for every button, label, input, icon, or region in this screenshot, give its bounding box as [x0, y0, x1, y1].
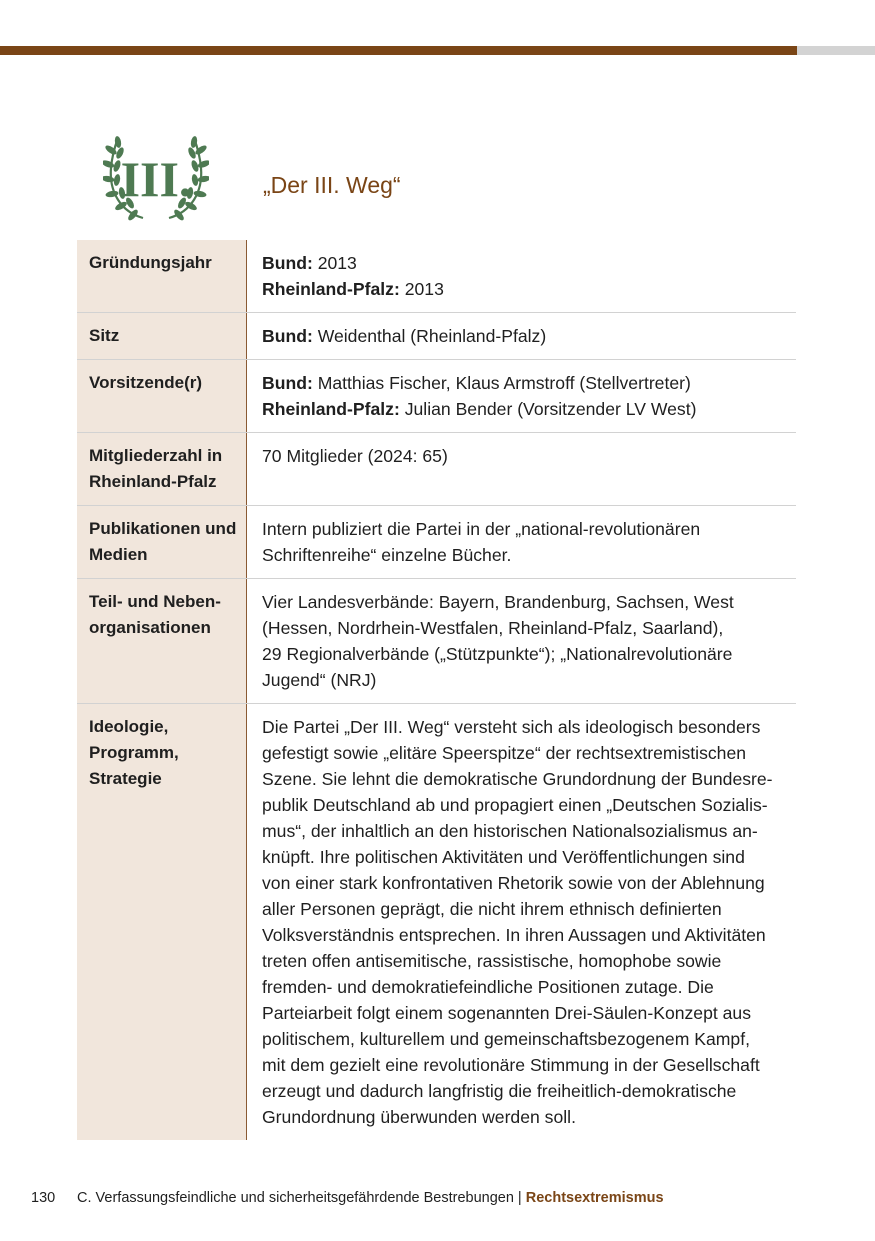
- table-row: [77, 704, 796, 1140]
- svg-text:III.: III.: [120, 151, 192, 207]
- row-value: [247, 313, 796, 359]
- page-title: „Der III. Weg“: [263, 172, 401, 198]
- value-key: Bund:: [262, 373, 313, 393]
- footer-chapter: C. Verfassungsfeindliche und sicherheitsgefährdende Bestrebungen |: [77, 1190, 526, 1206]
- value-text: 70 Mitglieder (2024: 65): [262, 446, 448, 466]
- value-line: [262, 396, 786, 422]
- row-value: [247, 506, 796, 578]
- row-label: Mitgliederzahl in Rheinland-Pfalz: [77, 433, 247, 505]
- table-row: [77, 579, 796, 704]
- value-line: [262, 323, 786, 349]
- value-key: Rheinland-Pfalz:: [262, 399, 400, 419]
- row-label: Gründungsjahr: [77, 240, 247, 312]
- table-row: [77, 360, 796, 433]
- value-text: Matthias Fischer, Klaus Armstroff (Stellvertreter): [312, 373, 691, 393]
- laurel-wreath-roman-numeral-icon: [103, 134, 209, 224]
- value-key: Rheinland-Pfalz:: [262, 279, 400, 299]
- value-line: [262, 370, 786, 396]
- table-row: [77, 240, 796, 313]
- value-line: [262, 250, 786, 276]
- value-key: Bund:: [262, 253, 313, 273]
- row-label: Publikationen und Medien: [77, 506, 247, 578]
- row-value: [247, 433, 796, 505]
- table-row: [77, 506, 796, 579]
- row-value: [247, 240, 796, 312]
- table-row: [77, 433, 796, 506]
- value-text: 2013: [312, 253, 357, 273]
- row-label: Teil- und Neben-organisationen: [77, 579, 247, 703]
- row-label: Ideologie, Programm, Strategie: [77, 704, 247, 1140]
- page-footer: [31, 1190, 664, 1206]
- profile-table: [77, 240, 796, 1140]
- value-text: Die Partei „Der III. Weg“ versteht sich als ideologisch besonders gefestigt sowie „elitäre Speerspitze“ der rechtsextremistischen Szene. Sie lehnt die demokratische Grundordnung der Bundesre- publik Deutschland ab und propagiert einen „Deutschen Sozialis- mus“, der inhaltlich an den historischen Nationalsozialismus an- knüpft. Ihre politischen Aktivitäten und Veröffentlichungen sind von einer stark konfrontativen Rhetorik sowie von der Ablehnung aller Personen geprägt, die nicht ihrem ethnisch definierten Volksverständnis entsprechen. In ihren Aussagen und Aktivitäten treten offen antisemitische, rassistische, homophobe sowie fremden- und demokratiefeindliche Positionen zutage. Die Parteiarbeit folgt einem sogenannten Drei-Säulen-Konzept aus politischem, kulturellem und gemeinschaftsbezogenem Kampf, mit dem gezielt eine revolutionäre Stimmung in der Gesellschaft erzeugt und dadurch langfristig die freiheitlich-demokratische Grundordnung überwunden werden soll.: [262, 717, 773, 1127]
- value-text: Intern publiziert die Partei in der „national-revolutionären Schriftenreihe“ einzelne Bücher.: [262, 519, 701, 565]
- table-row: [77, 313, 796, 360]
- value-line: [262, 276, 786, 302]
- row-label: Vorsitzende(r): [77, 360, 247, 432]
- row-value: [247, 579, 796, 703]
- value-text: Vier Landesverbände: Bayern, Brandenburg, Sachsen, West (Hessen, Nordrhein-Westfalen, Rheinland-Pfalz, Saarland), 29 Regionalverbände („Stützpunkte“); „Nationalrevolutionäre Jugend“ (NRJ): [262, 592, 734, 690]
- row-value: [247, 360, 796, 432]
- value-key: Bund:: [262, 326, 313, 346]
- footer-section: Rechtsextremismus: [525, 1190, 664, 1206]
- row-label: Sitz: [77, 313, 247, 359]
- header-accent-bar: [0, 46, 797, 55]
- page-number: 130: [31, 1190, 56, 1206]
- header-grey-bar: [797, 46, 875, 55]
- value-text: Julian Bender (Vorsitzender LV West): [399, 399, 697, 419]
- value-text: Weidenthal (Rheinland-Pfalz): [312, 326, 547, 346]
- row-value: [247, 704, 796, 1140]
- value-text: 2013: [399, 279, 444, 299]
